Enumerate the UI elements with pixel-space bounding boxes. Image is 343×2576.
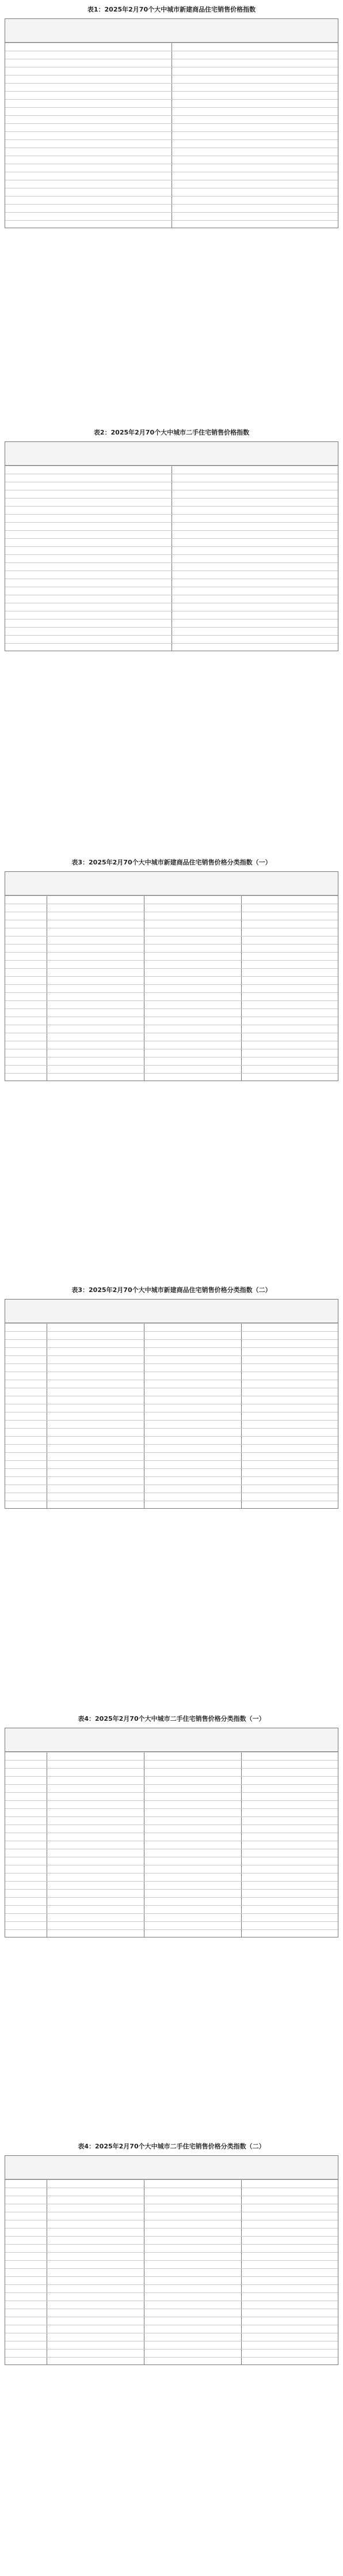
table-1-grid — [5, 18, 338, 228]
table-2-section — [5, 426, 338, 657]
table-3a-section — [5, 856, 338, 1087]
table-4b-title: 表4：2025年2月70个大中城市二手住宅销售价格分类指数（二） — [78, 2143, 265, 2150]
table-3b-section — [5, 1284, 338, 1514]
table-4a-title: 表4：2025年2月70个大中城市二手住宅销售价格分类指数（一） — [78, 1715, 265, 1723]
table-2-grid — [5, 441, 338, 651]
table-4a-header — [5, 1728, 338, 1752]
table-4a-section — [5, 1713, 338, 1943]
table-3a-grid — [5, 871, 338, 1081]
table-4b-header — [5, 2156, 338, 2180]
table-4a-grid — [5, 1728, 338, 1937]
table-3b-grid — [5, 1299, 338, 1509]
table-2-title: 表2：2025年2月70个大中城市二手住宅销售价格指数 — [93, 429, 250, 436]
table-2-header — [5, 442, 338, 466]
table-4b-grid — [5, 2155, 338, 2365]
table-1-title: 表1：2025年2月70个大中城市新建商品住宅销售价格指数 — [87, 6, 256, 13]
table-3a-title: 表3：2025年2月70个大中城市新建商品住宅销售价格分类指数（一） — [71, 859, 272, 866]
table-3b-header — [5, 1300, 338, 1323]
table-3b-title: 表3：2025年2月70个大中城市新建商品住宅销售价格分类指数（二） — [71, 1286, 272, 1294]
table-4b-section — [5, 2140, 338, 2371]
table-1-section — [5, 3, 338, 234]
table-1-header — [5, 19, 338, 43]
table-3a-header — [5, 872, 338, 896]
